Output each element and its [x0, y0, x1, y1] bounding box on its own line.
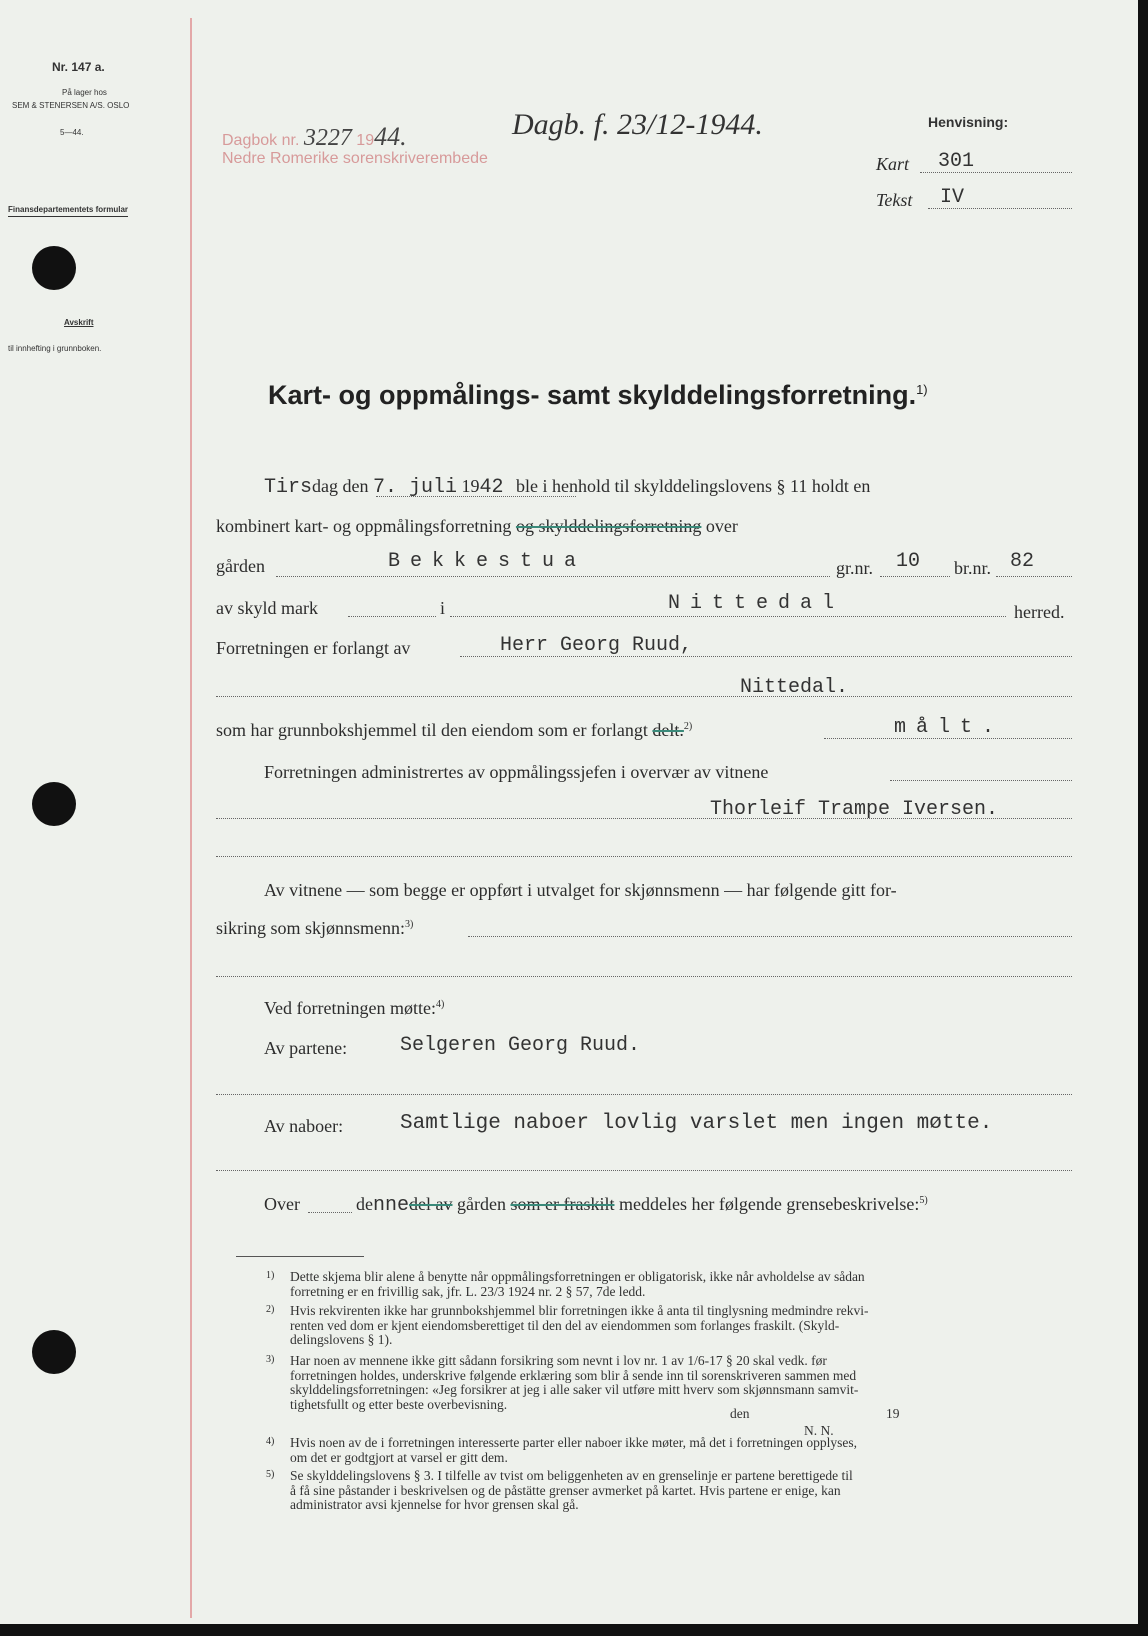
neighbours-dots [216, 1170, 1072, 1171]
witness-text-dots-2 [216, 976, 1072, 977]
punch-hole-top [32, 246, 76, 290]
brnr-label: br.nr. [954, 558, 992, 578]
footnote-line: forretning er en frivillig sak, jfr. L. 23/3 1924 nr. 2 § 57, 7de ledd. [290, 1283, 646, 1299]
publisher-line2: SEM & STENERSEN A/S. OSLO [12, 101, 130, 110]
footnote-mark: 3) [266, 1354, 275, 1365]
parties-value: Selgeren Georg Ruud. [400, 1034, 641, 1057]
footnote-line: forretningen holdes, underskrive følgende erklæring som blir å sende inn til sorenskriveren sammen med [290, 1367, 857, 1383]
brnr-value: 82 [1010, 550, 1035, 573]
form-number: Nr. 147 a. [52, 60, 105, 74]
met-label: Ved forretningen møtte:$^{4)}$ [264, 998, 445, 1018]
date-typed: 7. juli [373, 476, 458, 499]
handwritten-date: Dagb. f. 23/12-1944. [512, 108, 763, 141]
grunnbok-value: målt. [894, 716, 1005, 739]
footnote-line: administrator avsi kjennelse for hvor grensen skal gå. [290, 1497, 579, 1512]
scan-edge-right [1138, 0, 1148, 1636]
reference-heading: Henvisning: [928, 114, 1009, 130]
formular-label: Finansdepartementets formular [8, 205, 128, 217]
tekst-label: Tekst [876, 190, 913, 210]
grnr-value: 10 [896, 550, 921, 573]
grnr-label: gr.nr. [836, 558, 874, 578]
boundary-line: dennedel av gården som er fraskilt meddeles her følgende grensebeskrivelse:$^{5)}$ [356, 1194, 928, 1217]
footnote-mark: 2) [266, 1304, 275, 1315]
day-typed: Tirs [264, 476, 313, 499]
neighbours-value: Samtlige naboer lovlig varslet men ingen møtte. [400, 1112, 993, 1135]
date-line-dots [376, 496, 576, 497]
footnote-line: tighetsfullt og etter beste overbevisning. [290, 1396, 508, 1412]
admin-line: Forretningen administrertes av oppmålingssjefen i overvær av vitnene [264, 762, 769, 782]
skyld-label: av skyld mark [216, 598, 318, 618]
witness-name: Thorleif Trampe Iversen. [710, 798, 999, 821]
grunnbok-line: som har grunnbokshjemmel til den eiendom som er forlangt delt.$^{2)}$ [216, 720, 693, 740]
copy-note: til innhefting i grunnboken. [8, 344, 102, 353]
tekst-value: IV [940, 186, 965, 209]
kart-value: 301 [938, 150, 975, 173]
punch-hole-bottom [32, 1330, 76, 1374]
witness-text-1: Av vitnene — som begge er oppført i utvalget for skjønnsmenn — har følgende gitt for- [264, 880, 897, 900]
punch-hole-middle [32, 782, 76, 826]
requested-by: Herr Georg Ruud, [500, 634, 693, 657]
municipality: Nittedal [668, 592, 845, 615]
witness-text-2: sikring som skjønnsmenn:$^{3)}$ [216, 918, 414, 938]
footnote-mark: 4) [266, 1436, 275, 1447]
court-stamp: Nedre Romerike sorenskriverembede [222, 150, 488, 167]
requested-place-dots [216, 696, 1072, 697]
struck-skylddeling: og skylddelingsforretning [515, 516, 702, 536]
witness-text-dots [468, 936, 1072, 937]
over-dots [308, 1212, 352, 1213]
farm-name: Bekkestua [388, 550, 587, 573]
date-line: Tirsdag den 7. juli 1942 ble i henhold til skylddelingslovens § 11 holdt en [264, 476, 871, 499]
grnr-dots [880, 576, 950, 577]
footnote-rule [236, 1256, 364, 1257]
over-label: Over [264, 1194, 300, 1214]
municipality-dots [450, 616, 1006, 617]
footnote-line: delingslovens § 1). [290, 1332, 393, 1347]
farm-label: gården [216, 556, 265, 576]
footnote-line: Har noen av mennene ikke gitt sådann forsikring som nevnt i lov nr. 1 av 1/6-17 § 20 skal vedk. før [290, 1353, 827, 1368]
parties-dots [216, 1094, 1072, 1095]
footnote3-year: 19 [886, 1406, 900, 1421]
margin-rule [190, 18, 192, 1618]
dagbok-number: 3227 [303, 125, 352, 151]
neighbours-label: Av naboer: [264, 1116, 344, 1136]
admin-dots [890, 780, 1072, 781]
footnote-line: renten ved dom er kjent eiendomsberettiget til den del av eiendommen som forlanges fraskilt. (Skyld- [290, 1317, 840, 1333]
copy-label: Avskrift [64, 318, 94, 327]
publisher-line1: På lager hos [62, 88, 107, 97]
scan-edge-bottom [0, 1624, 1148, 1636]
footnote-line: skylddelingsforretningen: «Jeg forsikrer at jeg i alle saker vil utføre mitt hverv som skjønnsmann samvit- [290, 1382, 859, 1397]
skyld-dots [348, 616, 436, 617]
footnote-line: Dette skjema blir alene å benytte når oppmålingsforretningen er obligatorisk, ikke når avholdelse av sådan [290, 1269, 865, 1284]
year-typed: 42 [479, 476, 504, 499]
witness-dots-2 [216, 856, 1072, 857]
footnote-mark: 5) [266, 1469, 275, 1480]
parties-label: Av partene: [264, 1038, 348, 1058]
dagbok-year: 44. [374, 122, 407, 151]
footnote-line: Hvis rekvirenten ikke har grunnbokshjemmel blir forretningen ikke å anta til tinglysning medmindre rekvi- [290, 1303, 869, 1318]
forretning-type-line: kombinert kart- og oppmålingsforretning og skylddelingsforretning over [216, 516, 738, 536]
i-label: i [440, 598, 446, 618]
footnote-line: Se skylddelingslovens § 3. I tilfelle av tvist om beliggenheten av en grenselinje er partene berettigede til [290, 1468, 853, 1483]
footnote-line: om det er godtgjort at varsel er gitt dem. [290, 1449, 508, 1465]
footnote-line: å få sine påstander i beskrivelsen og de påstätte grenser avmerket på kartet. Hvis partene er enige, kan [290, 1482, 841, 1498]
edition: 5—44. [60, 128, 84, 137]
requested-place: Nittedal. [740, 676, 849, 699]
footnote-line: Hvis noen av de i forretningen interesserte parter eller naboer ikke møter, må det i forretningen opplyses, [290, 1435, 858, 1450]
footnote3-den: den [730, 1406, 750, 1421]
farm-dots [276, 576, 830, 577]
herred-label: herred. [1014, 602, 1065, 622]
dagbok-stamp: Dagbok nr. 3227 1944. [222, 122, 407, 151]
document-title: Kart- og oppmålings- samt skylddelingsforretning.$^{1)}$ [268, 380, 928, 410]
kart-label: Kart [876, 154, 910, 174]
footnote-mark: 1) [266, 1270, 275, 1281]
requested-label: Forretningen er forlangt av [216, 638, 411, 658]
brnr-dots [996, 576, 1072, 577]
footnote3-nn: N. N. [804, 1423, 834, 1438]
